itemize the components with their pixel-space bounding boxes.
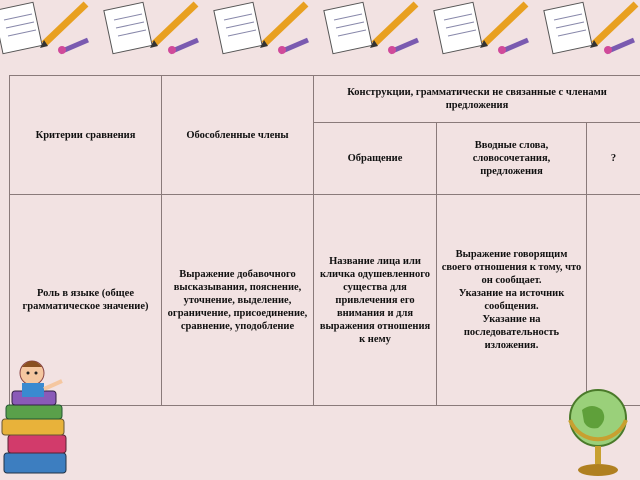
pen-icon [168,40,198,54]
header-address: Обращение [314,123,437,195]
notepad-icon [104,2,152,53]
pen-icon [498,40,528,54]
comparison-table [9,75,640,406]
header-criteria: Критерии сравнения [10,76,162,195]
pen-icon [388,40,418,54]
header-constructions: Конструкции, грамматически не связанные с членами предложения [314,76,640,123]
notepad-icon [434,2,482,53]
top-decorative-border [0,0,640,62]
books-icon [0,355,80,480]
header-isolated-members: Обособленные члены [162,76,314,195]
notepad-icon [0,2,42,53]
cell-isolated-role: Выражение добавочного высказывания, пояснение, уточнение, выделение, ограничение, присоединение, сравнение, уподобление [162,195,314,406]
cell-address-role: Название лица или кличка одушевленного существа для привлечения его внимания и для выражения отношения к нему [314,195,437,406]
notepad-icon [544,2,592,53]
row-role-label: Роль в языке (общее грамматическое значение) [10,195,162,406]
notepad-icon [214,2,262,53]
pen-icon [58,40,88,54]
header-introductory: Вводные слова, словосочетания, предложения [437,123,587,195]
header-unknown: ? [587,123,640,195]
introductory-role-line-3: Указание на последовательность изложения. [463,314,560,351]
pen-icon [604,40,634,54]
notepad-icon [324,2,372,53]
introductory-role-line-1: Выражение говорящим своего отношения к тому, что он сообщает. [441,249,582,286]
cell-unknown-role [587,195,640,406]
globe-icon [562,380,632,480]
introductory-role-line-2: Указание на источник сообщения. [458,288,565,312]
cell-introductory-role [437,195,587,406]
pen-icon [278,40,308,54]
